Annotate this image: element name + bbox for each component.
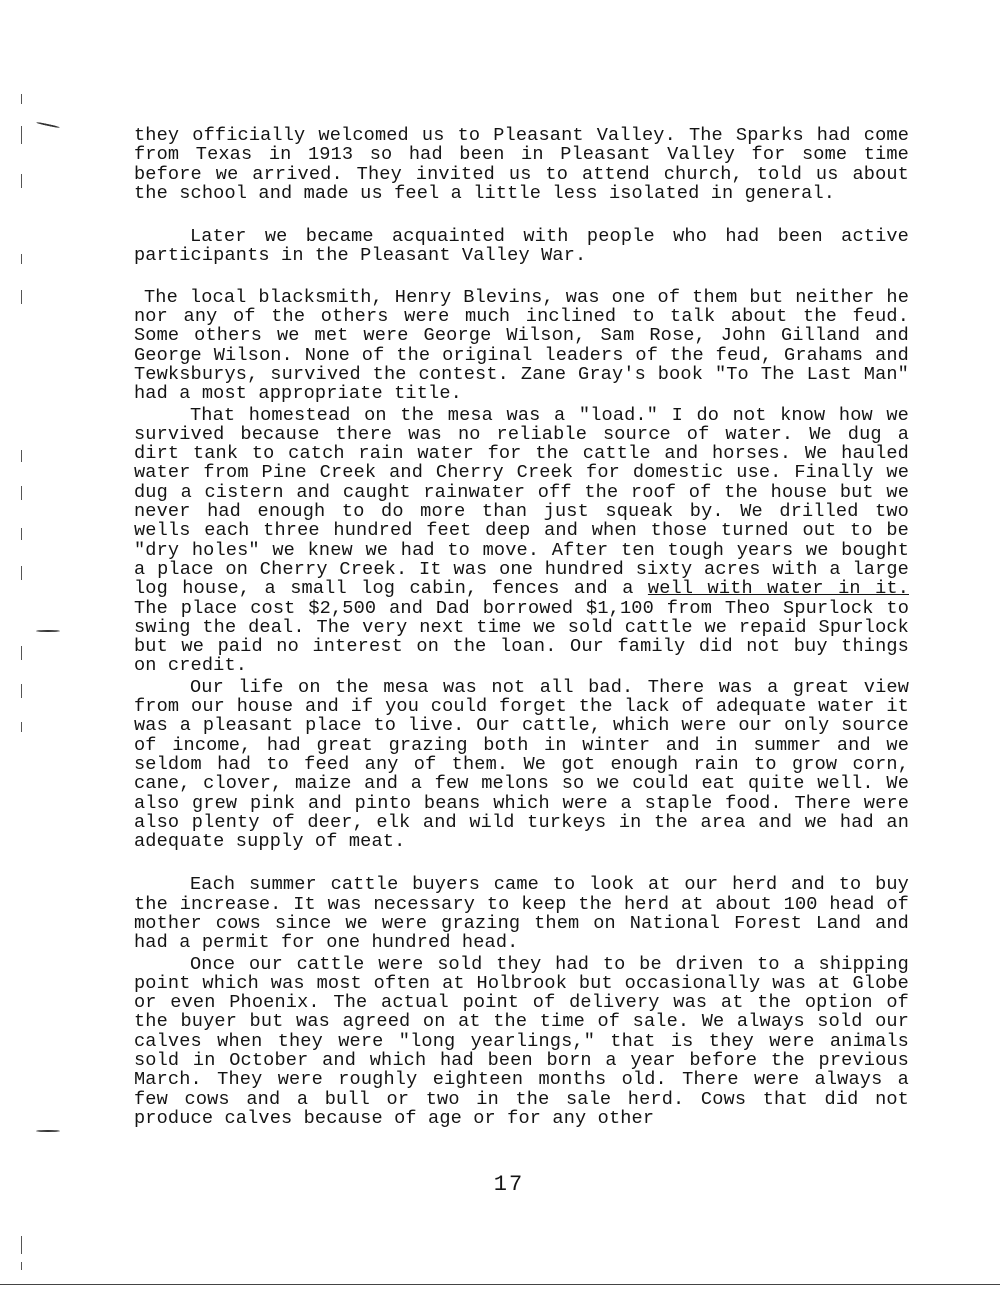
page-number: 17 xyxy=(493,1172,525,1197)
scan-edge-mark xyxy=(21,722,22,732)
scan-edge-mark xyxy=(21,254,22,264)
scan-edge-dash xyxy=(36,122,60,129)
paragraph: they officially welcomed us to Pleasant Valley. The Sparks had come from Texas in 1913 so had been in Pleasant Valley for some time before we arrived. They invited us to attend church, told us about the school and made us feel a little less isolated in general. xyxy=(134,125,909,204)
scan-edge-mark xyxy=(21,126,22,144)
body-text xyxy=(134,126,909,1128)
paragraph: The local blacksmith, Henry Blevins, was one of them but neither he nor any of the others were much inclined to talk about the feud. Some others we met were George Wilson, Sam Rose, John Gilland and George Wilson. None of the original leaders of the feud, Grahams and Tewksburys, survived the contest. Zane Gray's book "To The Last Man" had a most appropriate title. xyxy=(134,286,909,405)
scan-edge-dash xyxy=(36,1130,60,1132)
paragraph: Later we became acquainted with people who had been active participants in the Pleasant Valley War. xyxy=(134,226,909,267)
paragraph xyxy=(134,406,909,676)
scan-edge-mark xyxy=(21,528,22,540)
underlined-phrase: well with water in it. xyxy=(647,578,909,600)
scan-edge-mark xyxy=(21,1236,22,1254)
scan-edge-dash xyxy=(36,630,60,632)
scan-edge-mark xyxy=(21,1262,22,1270)
paragraph-text: That homestead on the mesa was a "load." I do not know how we survived because there was no reliable source of water. We dug a dirt tank to catch rain water for the cattle and horses. We hauled water from Pine Creek and Cherry Creek for domestic use. Finally we dug a cistern and caught rainwater off the roof of the house but we never had enough to do more than just squeak by. We drilled two wells each three hundred feet deep and when those turned out to be "dry holes" we knew we had to move. After ten tough years we bought a place on Cherry Creek. It was one hundred sixty acres with a large log house, a small log cabin, fences and a xyxy=(134,404,909,600)
scan-bottom-edge xyxy=(0,1284,1000,1285)
paragraph: Once our cattle were sold they had to be driven to a shipping point which was most often at Holbrook but occasionally was at Globe or even Phoenix. The actual point of delivery was at the option of the buyer but was agreed on at the time of sale. We always sold our calves when they were "long yearlings," that is they were animals sold in October and which had been born a year before the previous March. They were roughly eighteen months old. There were always a few cows and a bull or two in the sale herd. Cows that did not produce calves because of age or for any other xyxy=(134,953,909,1129)
scan-edge-mark xyxy=(21,94,22,104)
scan-edge-mark xyxy=(21,566,22,580)
scan-edge-mark xyxy=(21,684,22,698)
paragraph-text: The place cost $2,500 and Dad borrowed $1,100 from Theo Spurlock to swing the deal. The very next time we sold cattle we repaid Spurlock but we paid no interest on the loan. Our family did not buy things on credit. xyxy=(134,597,909,677)
scan-edge-mark xyxy=(21,290,22,304)
paragraph: Our life on the mesa was not all bad. There was a great view from our house and if you could forget the lack of adequate water it was a pleasant place to live. Our cattle, which were our only source of income, had great grazing both in winter and in summer and we seldom had to feed any of them. We got enough rain to grow corn, cane, clover, maize and a few melons so we could eat quite well. We also grew pink and pinto beans which were a staple food. There were also plenty of deer, elk and wild turkeys in the area and we had an adequate supply of meat. xyxy=(134,676,909,853)
scan-edge-mark xyxy=(21,450,22,462)
scan-edge-mark xyxy=(21,486,22,500)
paragraph: Each summer cattle buyers came to look at our herd and to buy the increase. It was necessary to keep the herd at about 100 head of mother cows since we were grazing them on National Forest Land and had a permit for one hundred head. xyxy=(134,874,909,954)
scan-edge-mark xyxy=(21,646,22,660)
scan-edge-mark xyxy=(21,174,22,188)
